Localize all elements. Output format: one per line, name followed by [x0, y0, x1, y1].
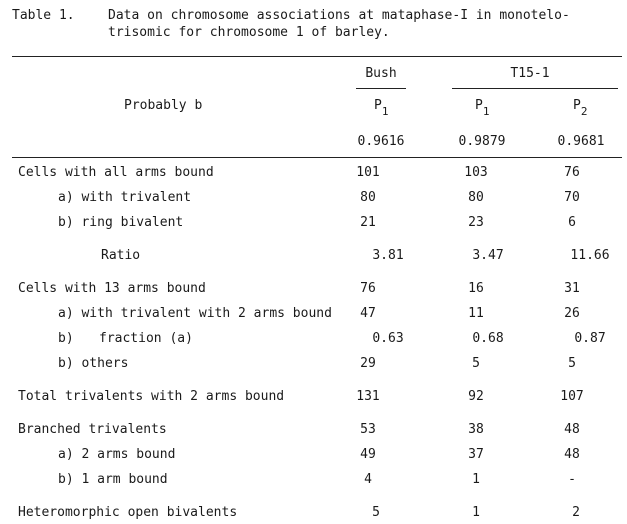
cell-bush-p1: 5	[372, 505, 380, 520]
row-sublabel: fraction (a)	[99, 331, 193, 346]
cell-t15-p2: -	[568, 472, 576, 487]
column-group-t15-1: T15-1	[510, 66, 550, 81]
cell-bush-p1: 53	[360, 422, 376, 437]
row-label: Total trivalents with 2 arms bound	[18, 389, 285, 404]
cell-t15-p1: 92	[468, 389, 484, 404]
row-label: a) 2 arms bound	[58, 447, 176, 462]
cell-t15-p1: 5	[472, 356, 480, 371]
cell-bush-p1: 3.81	[372, 248, 404, 263]
cell-t15-p2: 0.87	[574, 331, 606, 346]
probability-bush-p1: 0.9616	[357, 134, 405, 149]
cell-t15-p1: 16	[468, 281, 484, 296]
column-header-t15-p1: $P_1$	[475, 98, 490, 118]
cell-t15-p1: 37	[468, 447, 484, 462]
cell-t15-p2: 26	[564, 306, 580, 321]
cell-t15-p1: 0.68	[472, 331, 504, 346]
cell-bush-p1: 29	[360, 356, 376, 371]
cell-t15-p2: 107	[560, 389, 584, 404]
row-label: a) with trivalent	[58, 190, 192, 205]
table-caption-line-2: trisomic for chromosome 1 of barley.	[108, 25, 390, 40]
column-header-t15-p2: $P_2$	[573, 98, 588, 118]
row-label: Branched trivalents	[18, 422, 167, 437]
cell-t15-p1: 23	[468, 215, 484, 230]
row-label: Heteromorphic open bivalents	[18, 505, 238, 520]
cell-bush-p1: 4	[364, 472, 372, 487]
cell-t15-p1: 1	[472, 472, 480, 487]
cell-t15-p2: 70	[564, 190, 580, 205]
cell-t15-p1: 3.47	[472, 248, 504, 263]
cell-t15-p2: 48	[564, 447, 580, 462]
cell-bush-p1: 49	[360, 447, 376, 462]
cell-t15-p2: 5	[568, 356, 576, 371]
cell-t15-p2: 6	[568, 215, 576, 230]
table-top-rule	[12, 56, 622, 57]
row-label: Cells with all arms bound	[18, 165, 214, 180]
table-caption-line-1: Data on chromosome associations at mataphase-I in monotelo-	[108, 8, 570, 23]
cell-bush-p1: 21	[360, 215, 376, 230]
t15-underline	[452, 88, 618, 89]
cell-t15-p2: 31	[564, 281, 580, 296]
cell-bush-p1: 80	[360, 190, 376, 205]
row-label: b) ring bivalent	[58, 215, 184, 230]
row-label: b) 1 arm bound	[58, 472, 168, 487]
column-header-bush-p1: $P_1$	[374, 98, 389, 118]
cell-bush-p1: 76	[360, 281, 376, 296]
cell-t15-p1: 1	[472, 505, 480, 520]
probably-b-label: Probably b	[124, 98, 203, 113]
row-label: Ratio	[101, 248, 141, 263]
table-caption-label: Table 1.	[12, 8, 75, 23]
row-label: b) others	[58, 356, 129, 371]
cell-t15-p2: 76	[564, 165, 580, 180]
cell-t15-p2: 2	[572, 505, 580, 520]
cell-t15-p1: 11	[468, 306, 484, 321]
cell-bush-p1: 131	[356, 389, 380, 404]
row-label: Cells with 13 arms bound	[18, 281, 206, 296]
row-label: a) with trivalent with 2 arms bound	[58, 306, 332, 321]
cell-t15-p1: 38	[468, 422, 484, 437]
cell-t15-p2: 11.66	[570, 248, 610, 263]
cell-bush-p1: 101	[356, 165, 380, 180]
cell-bush-p1: 0.63	[372, 331, 404, 346]
probability-t15-p2: 0.9681	[557, 134, 605, 149]
cell-t15-p2: 48	[564, 422, 580, 437]
cell-t15-p1: 80	[468, 190, 484, 205]
probability-t15-p1: 0.9879	[458, 134, 506, 149]
bush-underline	[356, 88, 406, 89]
row-label: b)	[58, 331, 74, 346]
header-bottom-rule	[12, 157, 622, 158]
cell-bush-p1: 47	[360, 306, 376, 321]
column-group-bush: Bush	[365, 66, 397, 81]
cell-t15-p1: 103	[464, 165, 488, 180]
